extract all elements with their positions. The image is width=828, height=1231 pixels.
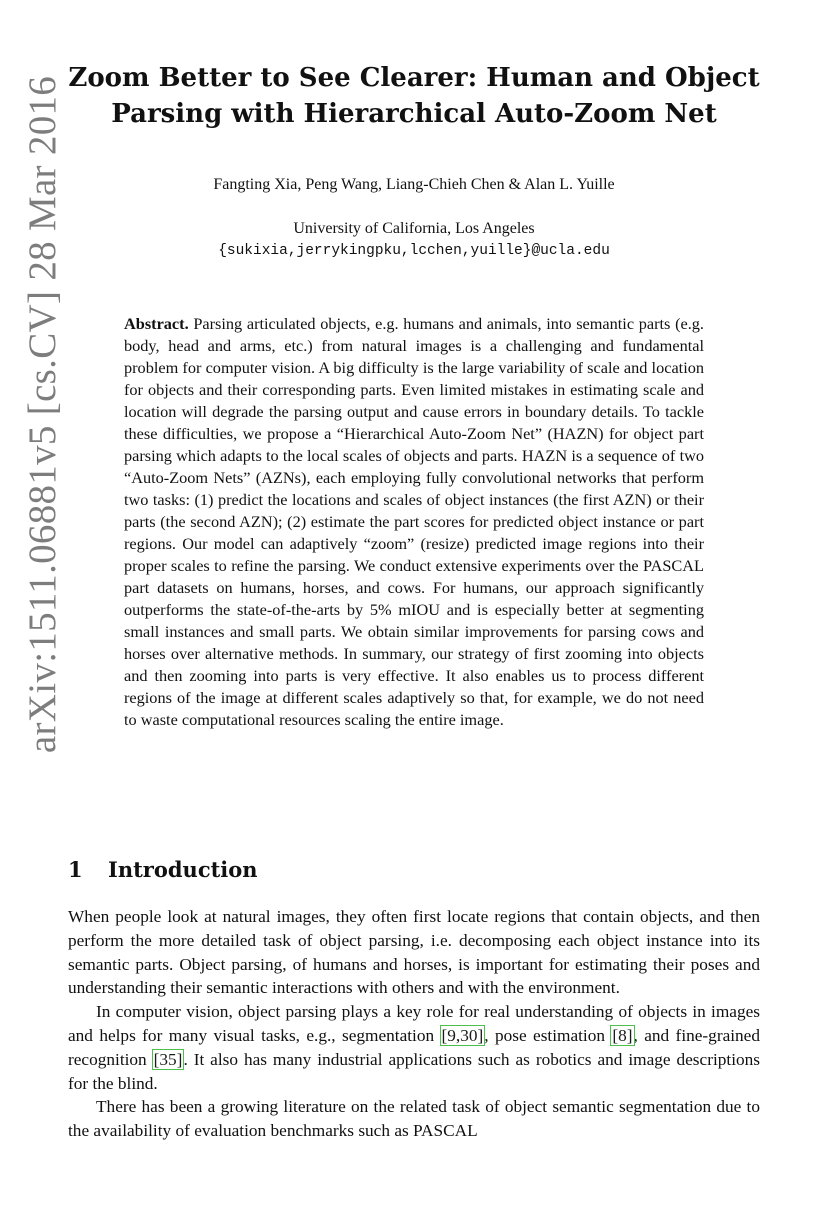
section-title: Introduction — [108, 857, 258, 882]
intro-paragraph-2-text-a: In computer vision, object parsing plays a key role for real understanding of objects in images and helps for many visual tasks, e.g., segmentation — [68, 1002, 760, 1045]
intro-paragraph-3: There has been a growing literature on the related task of object semantic segmentation due to the availability of evaluation benchmarks such as PASCAL — [68, 1097, 760, 1141]
intro-paragraph-2-text-c: , and fine-grained recognition — [68, 1025, 760, 1069]
citation-link-35[interactable]: [35] — [153, 1049, 183, 1069]
intro-paragraph-1: When people look at natural images, they often first locate regions that contain objects, and then perform the more detailed task of object parsing, i.e. decomposing each object instance into its semantic parts. Object parsing, of humans and horses, is important for estimating their poses and understanding their semantic interactions with others and with the environment. — [68, 907, 760, 998]
paper-title-line-1: Zoom Better to See Clearer: Human and Object — [68, 63, 760, 93]
arxiv-identifier-text: arXiv:1511.06881v5 [cs.CV] 28 Mar 2016 — [21, 75, 65, 753]
citation-link-8[interactable]: [8] — [612, 1025, 633, 1045]
affiliation: University of California, Los Angeles — [293, 220, 535, 237]
section-heading-introduction — [68, 856, 258, 884]
arxiv-identifier-stamp — [13, 60, 73, 768]
abstract-text: Parsing articulated objects, e.g. humans and animals, into semantic parts (e.g. body, head and arms, etc.) from natural images is a challenging and fundamental problem for computer vision. A big difficulty is the large variability of scale and location for objects and their corresponding parts. Even limited mistakes in estimating scale and location will degrade the parsing output and cause errors in boundary details. To tackle these difficulties, we propose a “Hierarchical Auto-Zoom Net” (HAZN) for object part parsing which adapts to the local scales of objects and parts. HAZN is a sequence of two “Auto-Zoom Nets” (AZNs), each employing fully convolutional networks that perform two tasks: (1) predict the locations and scales of object instances (the first AZN) or their parts (the second AZN); (2) estimate the part scores for predicted object instance or part regions. Our model can adaptively “zoom” (resize) predicted image regions into their proper scales to refine the parsing. We conduct extensive experiments over the PASCAL part datasets on humans, horses, and cows. For humans, our approach significantly outperforms the state-of-the-arts by 5% mIOU and is especially better at segmenting small instances and small parts. We obtain similar improvements for parsing cows and horses over alternative methods. In summary, our strategy of first zooming into objects and then zooming into parts is very effective. It also enables us to process different regions of the image at different scales adaptively so that, for example, we do not need to waste computational resources scaling the entire image. — [124, 314, 704, 729]
abstract — [124, 313, 704, 731]
abstract-label: Abstract. — [124, 314, 189, 333]
author-emails: {sukixia,jerrykingpku,lcchen,yuille}@ucla.edu — [218, 243, 610, 259]
paper-title — [60, 60, 768, 132]
paper-title-line-2: Parsing with Hierarchical Auto-Zoom Net — [111, 99, 717, 129]
section-number: 1 — [68, 857, 83, 882]
intro-paragraph-2-text-b: , pose estimation — [484, 1025, 612, 1045]
citation-link-9-30[interactable]: [9,30] — [441, 1025, 484, 1045]
intro-paragraph-2-text-d: . It also has many industrial applications such as robotics and image descriptions for the blind. — [68, 1049, 760, 1093]
introduction-body — [68, 905, 760, 1143]
author-list: Fangting Xia, Peng Wang, Liang-Chieh Chen & Alan L. Yuille — [213, 176, 615, 193]
intro-paragraph-2 — [68, 1000, 760, 1095]
